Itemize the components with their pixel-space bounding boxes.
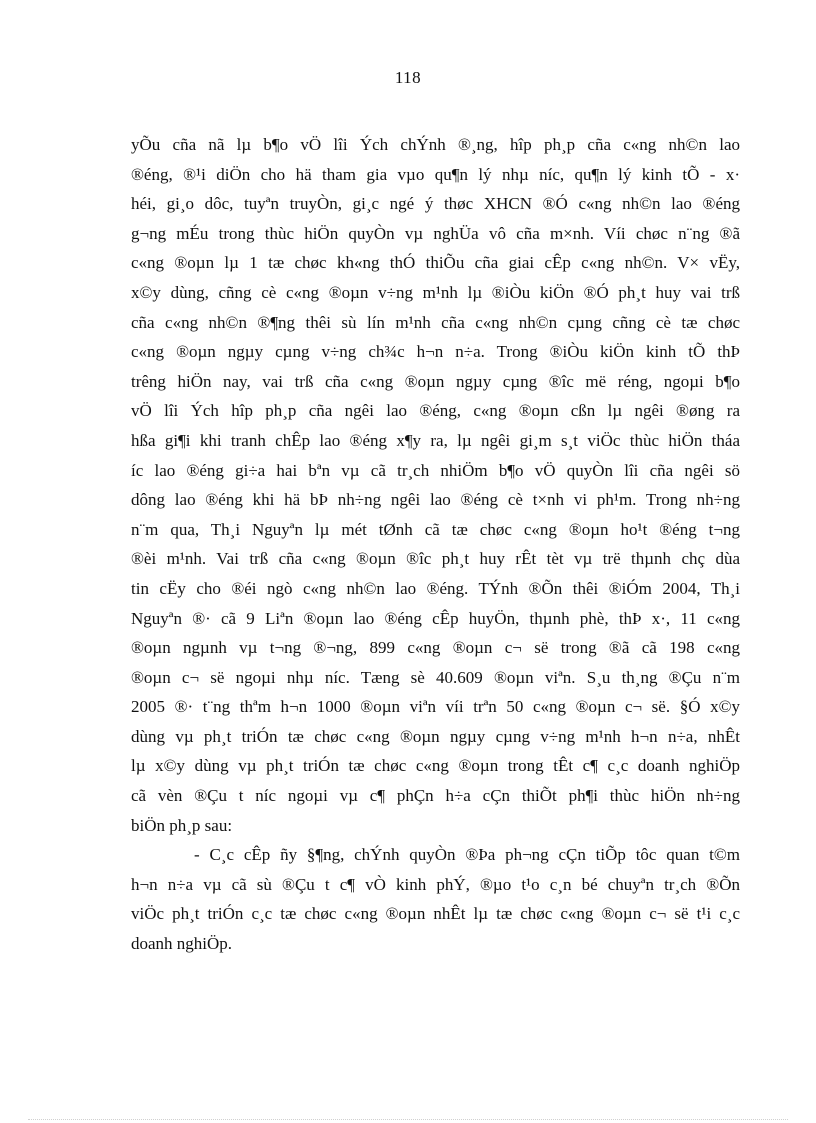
text-line: c«ng ®oµn lµ 1 tæ chøc kh«ng thÓ thiÕu cña giai cÊp c«ng nh©n. V× vËy,: [131, 253, 740, 273]
text-line: ®oµn c¬ së ngoµi nhµ níc. Tæng sè 40.609 ®oµn viªn. S¸u th¸ng ®Çu n¨m: [131, 667, 740, 687]
text-line: c«ng ®oµn ngµy cµng v÷ng ch¾c h¬n n÷a. Trong ®iÒu kiÖn kinh tÕ thÞ: [131, 342, 740, 362]
text-line: ®éng, ®¹i diÖn cho hä tham gia vµo qu¶n lý nhµ níc, qu¶n lý kinh tÕ - x·: [131, 164, 740, 184]
text-line: n¨m qua, Th¸i Nguyªn lµ mét tØnh cã tæ chøc c«ng ®oµn ho¹t ®éng t¬ng: [131, 519, 740, 539]
text-line: g¬ng mÉu trong thùc hiÖn quyÒn vµ nghÜa vô cña m×nh. Víi chøc n¨ng ®ã: [131, 223, 740, 243]
text-line: vÖ lîi Ých hîp ph¸p cña ngêi lao ®éng, c«ng ®oµn cßn lµ ngêi ®øng ra: [131, 401, 740, 421]
text-line: cña c«ng nh©n ®¶ng thêi sù lín m¹nh cña c«ng nh©n cµng cñng cè tæ chøc: [131, 312, 740, 332]
body-text: [131, 130, 740, 959]
text-line: 2005 ®· t¨ng thªm h¬n 1000 ®oµn viªn víi trªn 50 c«ng ®oµn c¬ së. §Ó x©y: [131, 697, 740, 717]
page-number: 118: [394, 68, 422, 87]
text-line: tin cËy cho ®éi ngò c«ng nh©n lao ®éng. TÝnh ®Õn thêi ®iÓm 2004, Th¸i: [131, 578, 740, 598]
text-line: ®oµn ngµnh vµ t¬ng ®¬ng, 899 c«ng ®oµn c¬ së trong ®ã cã 198 c«ng: [131, 638, 740, 658]
text-line: biÖn ph¸p sau:: [131, 815, 233, 835]
text-line: h¬n n÷a vµ cã sù ®Çu t c¶ vÒ kinh phÝ, ®µo t¹o c¸n bé chuyªn tr¸ch ®Õn: [131, 874, 740, 894]
text-line: cã vèn ®Çu t níc ngoµi vµ c¶ phÇn h÷a cÇn thiÕt ph¶i thùc hiÖn nh÷ng: [131, 786, 740, 806]
text-line: hßa gi¶i khi tranh chÊp lao ®éng x¶y ra, lµ ngêi gi¸m s¸t viÖc thùc hiÖn tháa: [131, 430, 740, 450]
text-line: yÕu cña nã lµ b¶o vÖ lîi Ých chÝnh ®¸ng, hîp ph¸p cña c«ng nh©n lao: [131, 135, 740, 154]
text-line: ®èi m¹nh. Vai trß cña c«ng ®oµn ®îc ph¸t huy rÊt tèt vµ trë thµnh chç dùa: [131, 549, 740, 569]
text-line: Nguyªn ®· cã 9 Liªn ®oµn lao ®éng cÊp huyÖn, thµnh phè, thÞ x·, 11 c«ng: [131, 608, 740, 628]
text-line: dông lao ®éng khi hä bÞ nh÷ng ngêi lao ®éng cè t×nh vi ph¹m. Trong nh÷ng: [131, 490, 740, 510]
text-line: viÖc ph¸t triÓn c¸c tæ chøc c«ng ®oµn nhÊt lµ tæ chøc c«ng ®oµn c¬ së t¹i c¸c: [131, 904, 740, 924]
text-line: - C¸c cÊp ñy §¶ng, chÝnh quyÒn ®Þa ph¬ng cÇn tiÕp tôc quan t©m: [194, 845, 740, 865]
page-bottom-rule: [28, 1119, 788, 1120]
text-line: dùng vµ ph¸t triÓn tæ chøc c«ng ®oµn ngµy cµng v÷ng m¹nh h¬n n÷a, nhÊt: [131, 726, 740, 746]
text-line: x©y dùng, cñng cè c«ng ®oµn v÷ng m¹nh lµ ®iÒu kiÖn ®Ó ph¸t huy vai trß: [131, 282, 740, 302]
text-line: trêng hiÖn nay, vai trß cña c«ng ®oµn ngµy cµng ®îc më réng, ngoµi b¶o: [131, 371, 740, 391]
text-line: doanh nghiÖp.: [131, 934, 233, 954]
text-line: héi, gi¸o dôc, tuyªn truyÒn, gi¸c ngé ý thøc XHCN ®Ó c«ng nh©n lao ®éng: [131, 194, 740, 214]
text-line: íc lao ®éng gi÷a hai bªn vµ cã tr¸ch nhiÖm b¶o vÖ quyÒn lîi cña ngêi sö: [131, 460, 740, 480]
text-line: lµ x©y dùng vµ ph¸t triÓn tæ chøc c«ng ®oµn trong tÊt c¶ c¸c doanh nghiÖp: [131, 756, 740, 776]
